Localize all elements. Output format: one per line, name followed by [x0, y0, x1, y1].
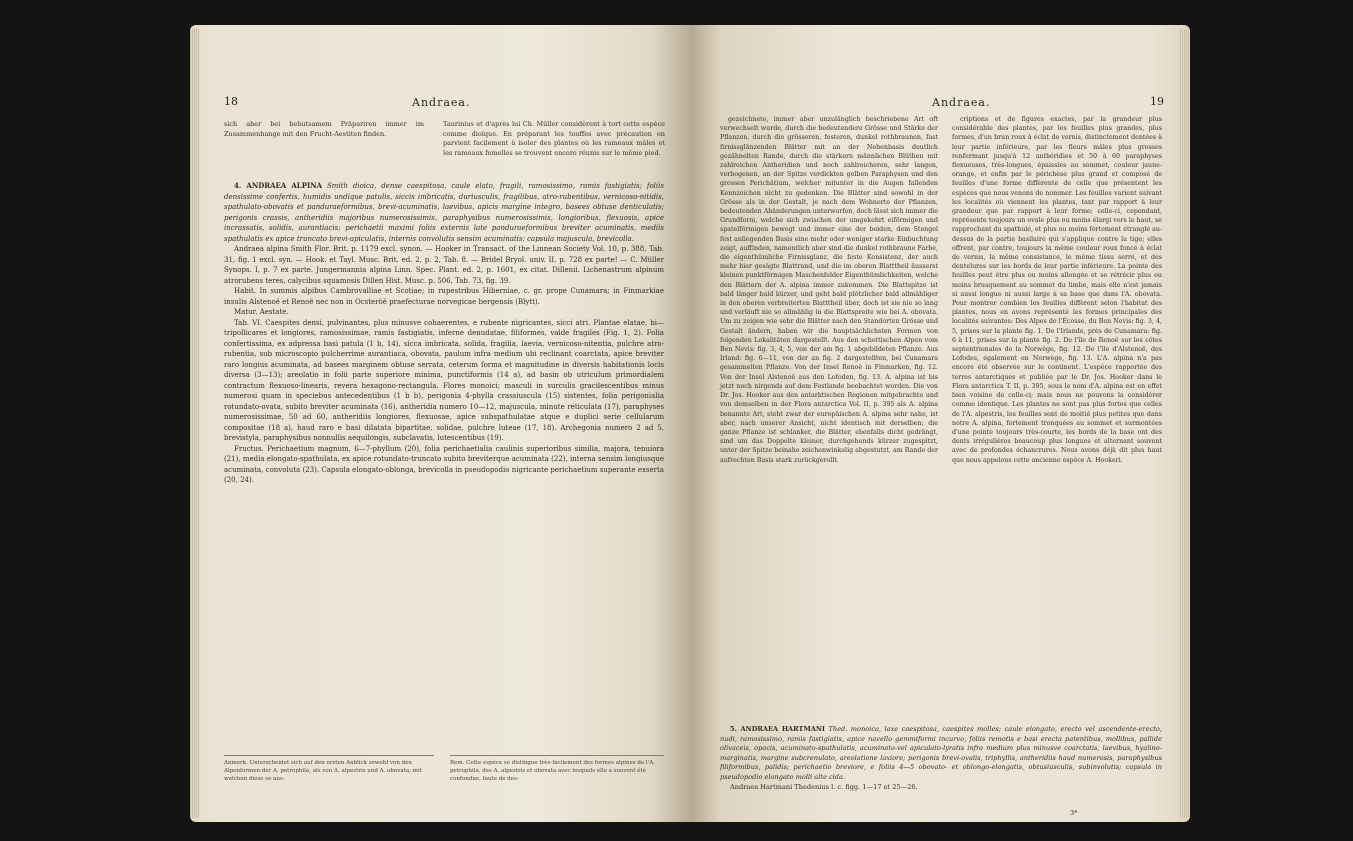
- running-head: Andraea.: [412, 96, 471, 109]
- running-head: Andraea.: [932, 96, 991, 109]
- right-page: [690, 25, 1190, 822]
- french-text: criptions et de figures exactes, par la grandeur plus considérable des plantes, par les feuilles plus grandes, plus fermes, d'un brun roux à éclat de vernis, distinctement dentées à leur partie inférieure, par les fleurs mâles plus grosses renfermant jusqu'à 12 anthéridies et 50 à 60 paraphyses flexueuses, très-longues, épaissies au sommet, couleur jaune-orange, et enfin par le périchèse plus grand et composé de feuilles d'une forme différente de celle que présentent les espèces que nous venons de nommer. Les feuilles varient suivant les localités où viennent les plantes, tant par rapport à leur grandeur que par rapport à leur forme; celle-ci, cependant, représente toujours un ovale plus ou moins élargi vers le haut, se rapprochant du spathulé, et plus ou moins fortement étranglé au-dessus de la partie basilaire qui s'applique contre la tige; elles offrent, par contre, toujours la même couleur roux foncé à éclat de vernis, la même consistance, le même tissu serré, et des dentelures sur les bords de leur partie inférieure. La pointe des feuilles peut être plus ou moins allongée et se rétrécir plus ou moins brusquement au sommet du limbe, mais elle n'est jamais si aussi longue ni aussi large à sa base que dans l'A. obovata. Pour montrer combien les feuilles diffèrent selon l'habitat des plantes, nous en avons représenté les formes principales des localités suivantes: Des Alpes de l'Écosse, du Ben Nevis: fig. 3, 4, 5, prises sur la plante fig. 1. De l'Irlande, près de Cunamara: fig. 6 à 11, prises sur la plante fig. 2. De l'île de Renoë sur les côtes septentrionales de la Norwège, fig. 12. De l'île d'Alstenoë, des Lofodes, également en Norwège, fig. 13. L'A. alpina n'a pas encore été observée sur le continent. L'espèce rapportée des terres antarctiques et publiée par le Dr. Jos. Hooker dans le Flora antarctica T. II, p. 395, sous le nom d'A. alpina est en effet bien voisine de celle-ci; mais nous ne pouvons la considérer comme identique. Les plantes ne sont pas plus fortes que celles de l'A. alpestris, les feuilles sont de moitié plus petites que dans notre A. alpina, fortement tronquées au sommet et surmontées d'une pointe toujours très-courte, les bords de la base ont des dents irrégulières beaucoup plus longues et alternant souvent avec de profondes échancrures. Nous avons déjà dit plus haut que nous appelons cette ancienne espèce A. Hookeri.: [952, 116, 1163, 464]
- synonymy: Andraea alpina Smith Flor. Brit. p. 1179 excl. synon. — Hooker in Transact. of the Linnean Society Vol. 10, p. 388, Tab. 31, fig. 1 excl. syn. — Hook. et Tayl. Musc. Brit. ed. 2, p. 2, Tab. 8. — Bridel Bryol. univ. II, p. 728 ex parte! — C. Müller Synops. I, p. 7 ex parte. Jungermannia alpina Linn. Spec. Plant. ed. 2, p. 1601, ex citat. Dillenii. Lichenastrum alpinum atrorubens teres, calycibus squamosis Dillen Hist. Musc. p. 506, Tab. 73, fig. 39.: [224, 245, 664, 285]
- entry-title: 4. ANDRAEA ALPINA: [234, 181, 323, 190]
- entry-diagnosis: Thed. monoica, laxe caespitosa, caespites molles; caule elongato, erecto vel ascendente-erecto, nudi, ramosissimo, ramis fastigiatis, apice navello gemmiformi incurvo, foliis remotis e basi erecta patentibus, mollibus, pallide olivaceis, opacis, acuminato-spathulatis, acuminato-vel apiculato-lyratis infra medium plus minusve coarctatis, laevibus, hyalino-marginatis, margine subcrenulato, areolatione laxiore; perigonis brevi-ovalis, triphyllis, antheridiis haud numerosis, paraphysibus filiformibus, palidis; perichaetio breviore, e foliis 4—5 obovato- et oblongo-elongatis, obtusiusculis, subinvolutis; capsula in pseudopodio elongato molli alte cida.: [720, 725, 1162, 781]
- footnote-french: Rem. Cette espèce se distingue très-facilement des formes alpines de l'A. petrophila, des A. alpestris et obovata avec lesquels elle a souvent été confondue, faute de des-: [450, 755, 664, 783]
- species-entry-hartmani: [720, 725, 1162, 792]
- column-french: [952, 115, 1162, 715]
- synonymy: Andraea Hartmani Thedenius l. c. figg. 1—17 et 25—26.: [730, 782, 918, 791]
- page-edges: [190, 29, 200, 818]
- column-german: [720, 115, 938, 715]
- page-number: 18: [224, 95, 238, 108]
- signature-mark: 3*: [1070, 809, 1078, 817]
- habitat: Habit. In summis alpibus Cambrovalliae et Scotiae; in rupestribus Hiberniae, c. gr. prope Cunamara; in Finmarkiae insulis Alstenoë et Renoë nec non in Ocsteröë praefecturae norvegicae bergensis (Blytt).: [224, 287, 664, 306]
- maturation: Matur. Aestate.: [234, 308, 289, 316]
- left-page: [190, 25, 690, 822]
- page-number: 19: [1150, 95, 1164, 108]
- footnote-german: Anmerk. Unterscheidet sich auf den ersten Anblick sowohl von den Alpenformen der A. petrophila, als von A. alpestris und A. obovata, mit welchen diese so aus-: [224, 755, 434, 783]
- species-entry-alpina: [224, 181, 664, 486]
- open-book: [190, 25, 1190, 822]
- description: Tab. VI. Caespites densi, pulvinantes, plus minusve cohaerentes, e rubente nigricantes, sicci atri. Plantae elatae, bi—tripollicares et longiores, ramosissimae, ramis fastigiatis, inferne denudatae, filiformes, valde fragiles (Fig. 1, 2). Folia confertissima, ex adpressa basi patula (1 b, 14), sicca imbricata, solida, fragilia, laevia, vernicoso-nitentia, pulchre atro-rubentia, sub microscopio pulcherrime aurantiaca, obovata, paulum infra medium ubi reclinant coarctata, apice breviter raro longius acuminata, ad basees marginem obtuse serrata, ceterum forma et magnitudine in diversis habitationis locis diversa (3—13); areolatio in folii parte superiore minima, punctiformis (14 a), ad basin ob utriculum primordialem contractum flexuoso-linearis, revera hexagono-rectangula. Flores monoici; masculi in surculis gracilescentibus minus numerosi quam in speciebus antecedentibus (1 b b), perigonia 4-phylla crassiuscula (15) sistentes, folia perigonialia rotundato-ovata, subito breviter acuminata (16), antheridia numero 10—12, majuscula, minute reticulata (17), paraphyses numerosissimae, 50 ad 60, antheridiis longiores, flexuosae, apice subspathulatae atque e duplici serie cellularum compositae (18 a), haud raro e basi dilatata bipartitae, solidae, pulchre luteae (17, 18). Archegonia numero 2 ad 5, brevistyla, paraphysibus nonnullis aequilongis, subclavatis, lutescentibus (19).: [224, 318, 664, 442]
- entry-diagnosis: Smith dioica, dense caespitosa, caule elato, fragili, ramosissimo, ramis fastigiatis; foliis densissime confertis, humidis undique patulis, siccis imbricatis, duriusculis, fragilibus, atro-rubentibus, vernicoso-nitidis, spathulato-obovatis et panduraeformibus, brevi-acuminatis, laevibus, apicis margine integro, basees obtuse denticulatis; perigonis crassis, antheridiis majoribus numerosissimis, paraphysibus numerosissimis, longioribus, flexuosis, apice incrassatis, solidis, aurantiacis; perichaetii maximi foliis externis late panduraeformibus breviter acuminatis, mediis spathulatis ex apice truncato brevi-apiculatis, internis convolutis sensim acuminatis; capsula majuscula, brevicolla.: [224, 182, 664, 243]
- german-text: gezeichnete, immer aber unzulänglich beschriebene Art oft verwechselt wurde, durch die bedeutendere Grösse und Stärke der Pflanzen, durch die grösseren, festeren, dunkel rothbraunen, fast firnissglänzenden Blätter mit an der Nebenbasis deutlich gezähnelten Rande, durch die stärkern männlichen Blüthen mit zahlreichen Antheridien und noch zahlreicheren, sehr langen, verbogenen, an der Spitze verdickten gelben Paraphysen und den grossen Perichätium, welcher mitunter in die Augen fallenden Kennzeichen nicht zu gedenken. Die Blätter sind sowohl in der Grösse als in der Gestalt, je nach dem Wohnorte der Pflanzen, bedeutenden Abänderungen unterworfen, doch lässt sich immer die Grundform, welche sich zwischen der umgekehrt eiförmigen und spatelförmigen bewegt und immer eine der beiden, dem Stengel fest anliegenden Basis eine mehr oder weniger starke Einbuchtung zeigt, auffinden, namentlich aber sind die dunkel rothbraune Farbe, die eigenthümliche Firnissglanz, die feste Konsistenz, der auch mehr hier gesägte Blattrand, und die im oberen Blatttheil äusserst kleinen punktförmigen Maschenfelder Eigenthümlichkeiten, welche den Blättern der A. alpina immer zukommen. Die Blattspitze ist bald länger bald kürzer, und geht bald plötzlicher bald allmähliger in den oberen verbreiterten Blatttheil über, doch ist sie nie so lang und verläuft nie so allmählig in die Blattspreite wie bei A. obovata. Um zu zeigen wie sehr die Blätter nach den Standorten Grösse und Gestalt ändern, haben wir die hauptsächlichsten Formen von folgenden Lokalitäten dargestellt. Aus den schottischen Alpen vom Ben Nevis: fig. 3, 4, 5, von der am fig. 1 abgebildeten Pflanze. Aus Irland: fig. 6—11, von der an fig. 2 dargestellten, bei Cunamara gesammelten Pflanze. Von der Insel Renoë in Finmarken, fig. 12. Von der Insel Alstenoë aus den Lofoden, fig. 13. A. alpina ist bis jetzt noch nirgends auf dem Festlande beobachtet worden. Die von Dr. Jos. Hooker aus den antarktischen Regionen mitgebrachte und von demselben in der Flora antarctica Vol. II, p. 395 als A. alpina benannte Art, steht zwar der europäischen A. alpina sehr nahe, ist aber, nach unserer Ansicht, nicht identisch mit derselben; die ganze Pflanze ist schlanker, die Blätter, ebenfalls dicht gedrängt, sind um das Doppelte kleiner, durchgehends kürzer zugespitzt, unter der Spitze beinahe zeichenwinkelig abgestutzt, am Rande der aufrechten Basis stark zurückgerollt.: [720, 116, 938, 464]
- entry-title: 5. ANDRAEA HARTMANI: [730, 725, 825, 733]
- intro-french: Taurinius et d'après lui Ch. Müller considèrent à tort cette espèce comme dioïque. En préparant les touffes avec précaution on parvient facilement à isoler des plantes où les rameaux mâles et les rameaux femelles se trouvent encore réunis sur le même pied.: [443, 120, 665, 157]
- fructus: Fructus. Perichaetium magnum, 6—7-phyllum (20), folia perichaetialia caulinis superioribus similia, majora, tenuiora (21), media elongato-spathulata, ex apice rotundato-truncato subito breviterque acuminata (22), interna sensim longiusque acuminata, convoluta (23). Capsula elongato-oblonga, brevicolla in pseudopodio nigricante perichaetium superante exserta (20, 24).: [224, 444, 664, 484]
- page-edges: [1180, 29, 1190, 818]
- intro-german: sich aber bei behutsamem Präpariren immer im Zusammenhange mit den Frucht-Aestiten finden.: [224, 120, 424, 138]
